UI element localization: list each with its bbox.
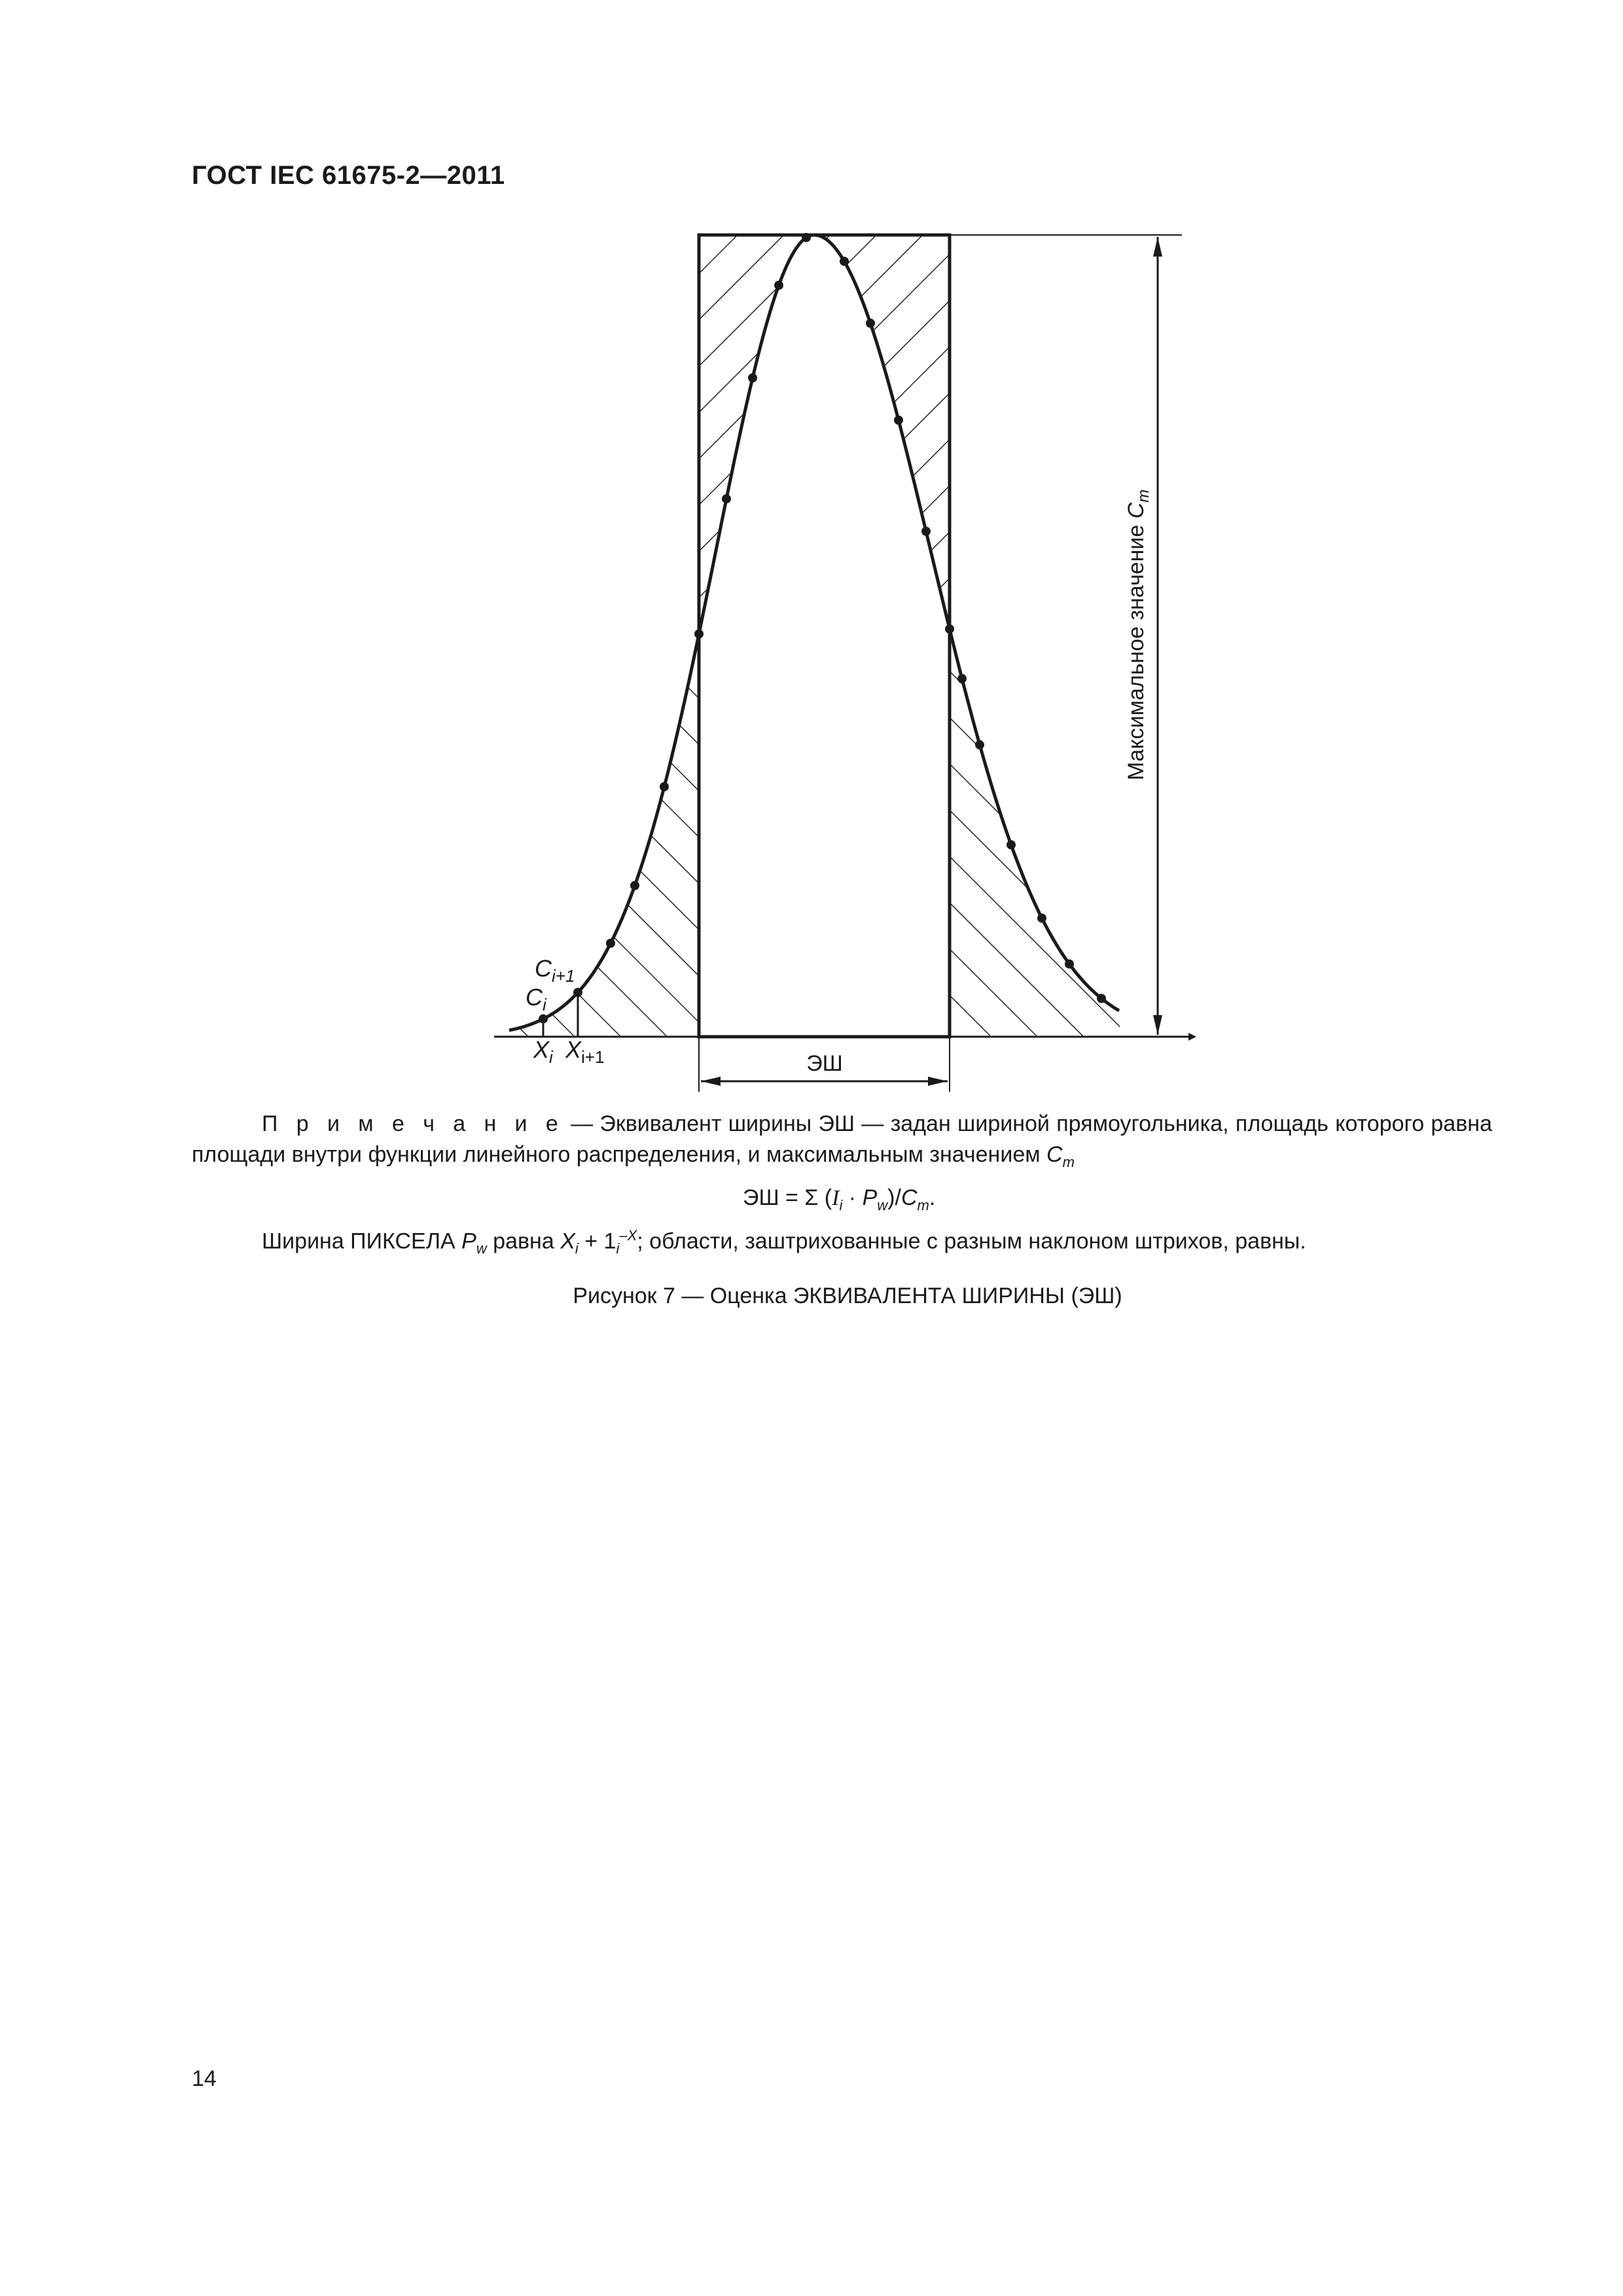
sample-point-4 (630, 881, 639, 890)
sample-point-20 (1065, 960, 1074, 969)
label-width: ЭШ (806, 1051, 843, 1076)
sample-point-16 (957, 674, 967, 683)
sample-point-7 (722, 494, 731, 503)
sample-point-17 (975, 740, 984, 749)
note-first-line: П р и м е ч а н и е — Эквивалент ширины ЭШ — задан шириной прямоугольника, площадь которого равна (262, 1111, 1492, 1136)
sample-point-13 (894, 416, 903, 425)
label-c-i: $C_i$ (526, 984, 546, 1014)
note-heading: П р и м е ч а н и е (262, 1111, 564, 1136)
sample-point-15 (945, 624, 954, 634)
tail-hatched-area (509, 235, 1120, 1037)
pixel-width-note: Ширина ПИКСЕЛА $P_w$ равна $X_i + 1_i^{-X}$; области, заштрихованные с разным наклоном штрихов, равны. (262, 1227, 1306, 1257)
sample-point-11 (840, 257, 849, 266)
figure-caption: Рисунок 7 — Оценка ЭКВИВАЛЕНТА ШИРИНЫ (ЭШ) (573, 1283, 1122, 1308)
label-x-i: $X_i$ (533, 1036, 553, 1067)
sample-point-5 (660, 782, 669, 791)
sample-point-14 (921, 527, 931, 536)
sample-point-21 (1097, 994, 1106, 1003)
sample-point-3 (606, 939, 615, 948)
sample-point-19 (1037, 914, 1046, 923)
sample-point-6 (694, 630, 704, 639)
sample-point-10 (802, 233, 811, 242)
note-second-line: площади внутри функции линейного распределения, и максимальным значением $C_m$ (192, 1142, 1075, 1170)
sample-point-12 (866, 319, 875, 328)
sample-point-8 (748, 373, 757, 382)
sample-point-18 (1007, 840, 1016, 850)
document-header: ГОСТ IEC 61675-2—2011 (192, 161, 505, 190)
equivalent-width-formula: ЭШ = Σ $(I_i \cdot P_w)/C_m$. (743, 1185, 936, 1213)
sample-point-9 (774, 281, 783, 290)
label-x-i1: $X_{i+1}$ (565, 1036, 605, 1067)
page-number: 14 (192, 2066, 217, 2091)
label-c-i1: $C_{i+1}$ (535, 955, 575, 986)
label-max-value: Максимальное значение $C_m$ (1124, 489, 1152, 781)
